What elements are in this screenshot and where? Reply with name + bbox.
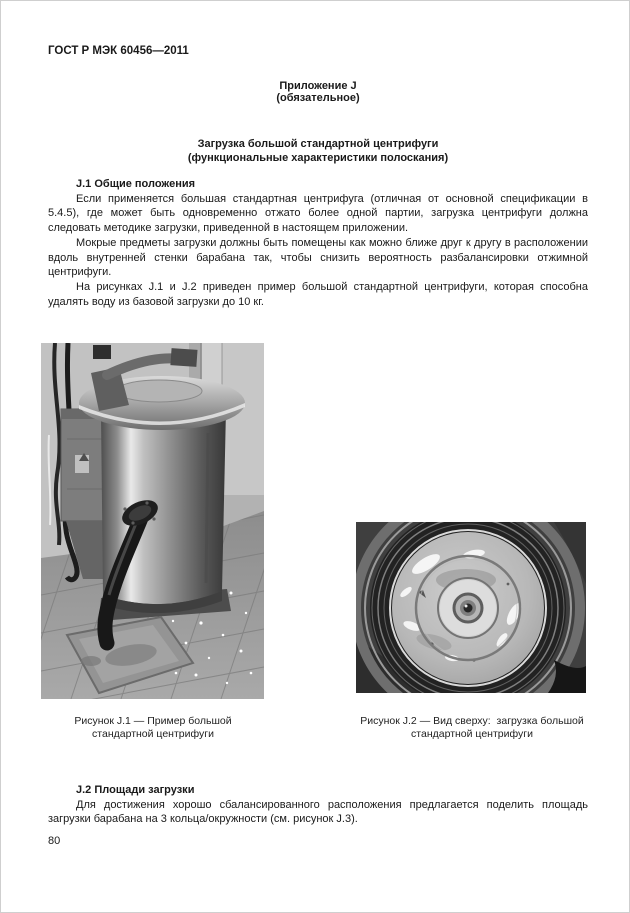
document-title-line2: (функциональные характеристики полоскания) [187,151,449,164]
figure-j1-centrifuge-photo [41,343,264,699]
figure-j1-caption-line1: Рисунок J.1 — Пример большой [74,715,232,727]
section-j1-paragraph-3: На рисунках J.1 и J.2 приведен пример большой стандартной центрифуги, которая способна удалять воду из базовой загрузки до 10 кг. [48,280,588,308]
section-j2-heading: J.2 Площади загрузки [76,784,195,796]
section-j2 [48,783,588,827]
figure-j2-drum-top-view-photo [356,522,586,693]
document-title [48,138,588,165]
figure-j2-caption [332,715,612,740]
annex-block [48,80,588,104]
section-j2-paragraph-1: Для достижения хорошо сбалансированного расположения предлагается поделить площадь загрузки барабана на 3 кольца/окружности (см. рисунок J.3). [48,798,588,826]
annex-type: (обязательное) [276,92,360,104]
centrifuge-photo-drawing [41,343,264,699]
section-j1 [48,177,588,309]
wall-socket [93,345,111,359]
figure-j1-caption-line2: стандартной центрифуги [92,727,214,740]
document-title-line1: Загрузка большой стандартной центрифуги [197,138,439,150]
document-code-header: ГОСТ Р МЭК 60456—2011 [48,45,189,57]
figure-j2-caption-line1: Рисунок J.2 — Вид сверху: загрузка большой [360,715,584,727]
annex-label: Приложение J [279,80,357,92]
section-j1-heading: J.1 Общие положения [76,178,196,190]
figure-j1-caption [41,715,265,740]
figure-j2-caption-line2: стандартной центрифуги [411,727,533,740]
drum-top-view-drawing [356,522,586,693]
page-number: 80 [48,835,61,847]
section-j1-paragraph-1: Если применяется большая стандартная центрифуга (отличная от основной спецификации в 5.4.5), где может быть одновременно отжато более одной партии, загрузка центрифуги должна следовать методике загрузки, приведенной в настоящем приложении. [48,192,588,235]
section-j1-paragraph-2: Мокрые предметы загрузки должны быть помещены как можно ближе друг к другу в расположении вдоль внутренней стенки барабана так, чтобы снизить вероятность разбалансировки отжимной центрифуги. [48,236,588,279]
